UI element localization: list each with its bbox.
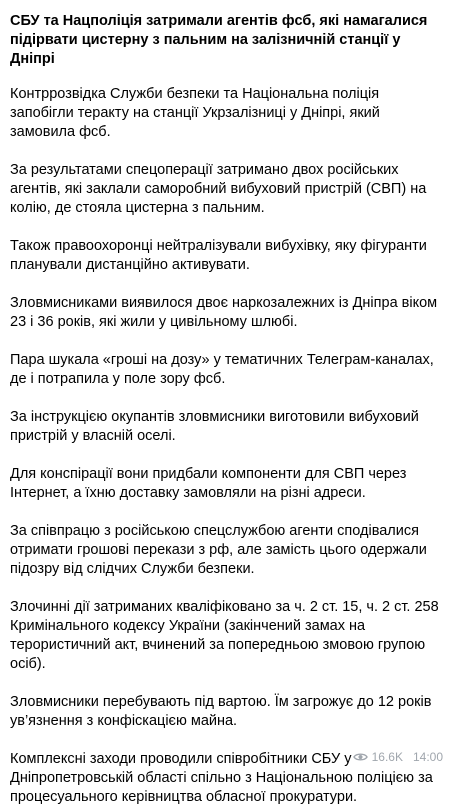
view-count: 16.6K	[371, 750, 403, 764]
post-paragraph-6: За інструкцією окупантів зловмисники виготовили вибуховий пристрій у власній оселі.	[10, 409, 419, 444]
post-paragraph-5: Пара шукала «гроші на дозу» у тематичних Телеграм-каналах, де і потрапила у поле зору фсб.	[10, 352, 434, 387]
eye-icon	[353, 752, 368, 762]
post-paragraph-3: Також правоохоронці нейтралізували вибухівку, яку фігуранти планували дистанційно активувати.	[10, 238, 427, 273]
post-paragraph-8: За співпрацю з російською спецслужбою агенти сподівалися отримати грошові перекази з рф, але замість цього одержали підозру від слідчих Служби безпеки.	[10, 523, 427, 577]
post-paragraph-4: Зловмисниками виявилося двоє наркозалежних із Дніпра віком 23 і 36 років, які жили у цивільному шлюбі.	[10, 295, 438, 330]
post-headline: СБУ та Нацполіція затримали агентів фсб, які намагалися підірвати цистерну з пальним на залізничній станції у Дніпрі	[10, 13, 428, 67]
post-paragraph-1: Контррозвідка Служби безпеки та Національна поліція запобігли теракту на станції Укрзалізниці у Дніпрі, який замовила фсб.	[10, 86, 380, 140]
post-paragraph-11: Комплексні заходи проводили співробітники СБУ у Дніпропетровській області спільно з Національною поліцією за процесуального керівництва обласної прокуратури.	[10, 751, 433, 805]
post-paragraph-7: Для конспірації вони придбали компоненти для СВП через Інтернет, а їхню доставку замовляли на різні адреси.	[10, 466, 407, 501]
post-time: 14:00	[412, 750, 443, 764]
post-paragraph-10: Зловмисники перебувають під вартою. Їм загрожує до 12 років ув’язнення з конфіскацією майна.	[10, 694, 432, 729]
post-meta	[353, 750, 443, 764]
post-paragraph-2: За результатами спецоперації затримано двох російських агентів, які заклали саморобний вибуховий пристрій (СВП) на колію, де стояла цистерна з пальним.	[10, 162, 427, 216]
post-paragraph-9: Злочинні дії затриманих кваліфіковано за ч. 2 ст. 15, ч. 2 ст. 258 Кримінального кодексу України (закінчений замах на терористичний акт, вчинений за попередньою змовою групою осіб).	[10, 599, 439, 672]
